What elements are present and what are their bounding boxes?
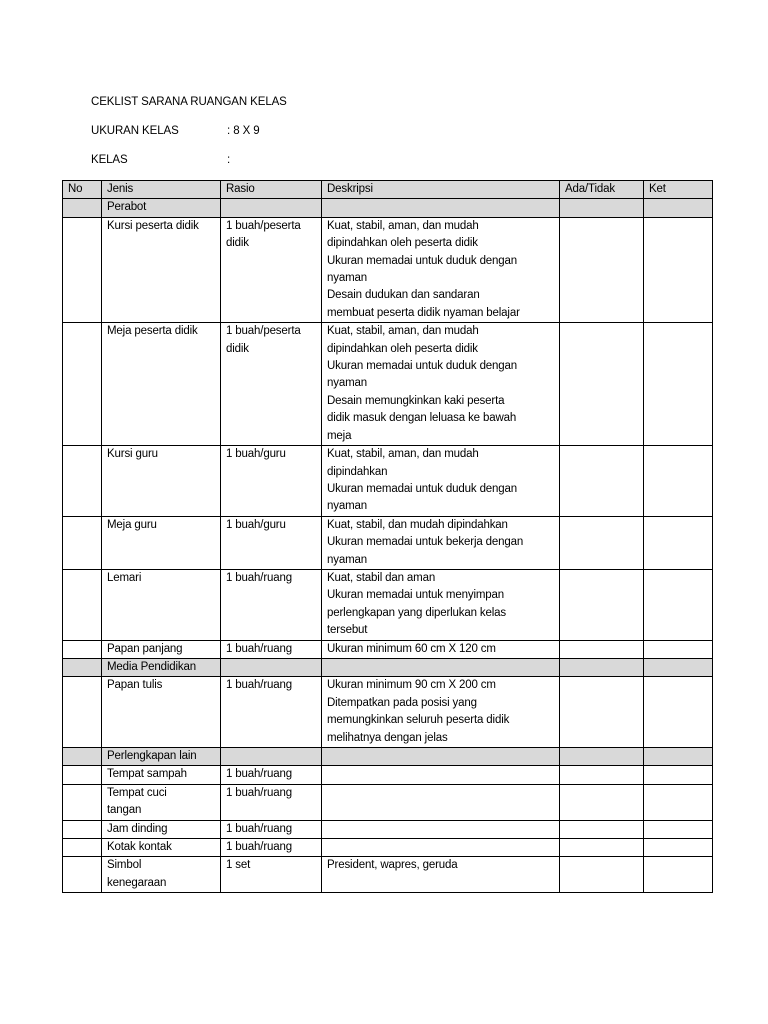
section-empty-cell <box>322 199 560 217</box>
class-name-row <box>91 153 230 167</box>
section-empty-cell <box>644 658 713 676</box>
table-row <box>63 217 713 322</box>
cell-ket[interactable] <box>644 516 713 569</box>
deskripsi-line: Ukuran minimum 60 cm X 120 cm <box>327 642 496 655</box>
deskripsi-line: meja <box>327 429 352 442</box>
jenis-line: Jam dinding <box>107 822 168 835</box>
cell-ket[interactable] <box>644 569 713 640</box>
jenis-line: tangan <box>107 804 142 817</box>
cell-no <box>63 640 102 658</box>
jenis-line: kenegaraan <box>107 876 167 889</box>
deskripsi-line: tersebut <box>327 624 368 637</box>
deskripsi-line: nyaman <box>327 500 368 513</box>
rasio-line: 1 buah/ruang <box>226 571 292 584</box>
jenis-line: Papan panjang <box>107 642 183 655</box>
deskripsi-line: memungkinkan seluruh peserta didik <box>327 714 510 727</box>
deskripsi-line: Desain dudukan dan sandaran <box>327 289 480 302</box>
section-empty-cell <box>63 658 102 676</box>
cell-ada-tidak[interactable] <box>560 857 644 893</box>
jenis-line: Kotak kontak <box>107 841 172 854</box>
cell-ket[interactable] <box>644 784 713 820</box>
rasio-line: 1 buah/ruang <box>226 679 292 692</box>
deskripsi-line: Desain memungkinkan kaki peserta <box>327 394 505 407</box>
cell-jenis <box>102 217 221 322</box>
cell-deskripsi <box>322 569 560 640</box>
class-size-label: UKURAN KELAS <box>91 125 179 137</box>
cell-jenis <box>102 677 221 748</box>
cell-ada-tidak[interactable] <box>560 217 644 322</box>
deskripsi-line: Ukuran minimum 90 cm X 200 cm <box>327 679 496 692</box>
cell-jenis <box>102 516 221 569</box>
class-name-value: : <box>227 154 231 166</box>
section-empty-cell <box>644 199 713 217</box>
rasio-line: 1 buah/ruang <box>226 642 292 655</box>
rasio-line: 1 buah/guru <box>226 518 286 531</box>
rasio-line: 1 buah/peserta <box>226 325 301 338</box>
deskripsi-line: President, wapres, geruda <box>327 859 458 872</box>
section-empty-cell <box>322 748 560 766</box>
jenis-line: Kursi guru <box>107 448 158 461</box>
cell-ket[interactable] <box>644 446 713 517</box>
cell-rasio <box>221 323 322 446</box>
cell-no <box>63 446 102 517</box>
section-label: Perabot <box>102 199 221 217</box>
section-empty-cell <box>322 658 560 676</box>
section-empty-cell <box>221 658 322 676</box>
cell-ada-tidak[interactable] <box>560 323 644 446</box>
class-size-value: : 8 X 9 <box>227 125 260 137</box>
cell-rasio <box>221 820 322 838</box>
cell-no <box>63 857 102 893</box>
section-empty-cell <box>221 748 322 766</box>
deskripsi-line: Kuat, stabil dan aman <box>327 571 436 584</box>
deskripsi-line: dipindahkan <box>327 465 388 478</box>
deskripsi-line: perlengkapan yang diperlukan kelas <box>327 606 507 619</box>
section-row <box>63 199 713 217</box>
class-name-label: KELAS <box>91 154 128 166</box>
cell-ada-tidak[interactable] <box>560 839 644 857</box>
deskripsi-line: nyaman <box>327 377 368 390</box>
table-row <box>63 516 713 569</box>
cell-ada-tidak[interactable] <box>560 677 644 748</box>
section-empty-cell <box>63 199 102 217</box>
cell-ada-tidak[interactable] <box>560 820 644 838</box>
section-empty-cell <box>560 658 644 676</box>
cell-rasio <box>221 446 322 517</box>
table-header-row <box>63 181 713 199</box>
column-header-deskripsi: Deskripsi <box>322 181 560 199</box>
cell-ket[interactable] <box>644 640 713 658</box>
cell-ada-tidak[interactable] <box>560 766 644 784</box>
cell-deskripsi <box>322 516 560 569</box>
cell-jenis <box>102 784 221 820</box>
deskripsi-line: Ukuran memadai untuk duduk dengan <box>327 254 518 267</box>
cell-rasio <box>221 569 322 640</box>
jenis-line: Papan tulis <box>107 679 163 692</box>
table-body <box>63 199 713 893</box>
cell-ket[interactable] <box>644 677 713 748</box>
jenis-line: Simbol <box>107 859 142 872</box>
cell-ket[interactable] <box>644 323 713 446</box>
column-header-jenis: Jenis <box>102 181 221 199</box>
table-row <box>63 323 713 446</box>
deskripsi-line: dipindahkan oleh peserta didik <box>327 342 478 355</box>
cell-jenis <box>102 446 221 517</box>
section-label: Media Pendidikan <box>102 658 221 676</box>
section-empty-cell <box>560 748 644 766</box>
deskripsi-line: nyaman <box>327 553 368 566</box>
cell-no <box>63 839 102 857</box>
cell-ada-tidak[interactable] <box>560 516 644 569</box>
column-header-no: No <box>63 181 102 199</box>
cell-ket[interactable] <box>644 766 713 784</box>
table-row <box>63 640 713 658</box>
table-row <box>63 446 713 517</box>
cell-jenis <box>102 766 221 784</box>
section-empty-cell <box>63 748 102 766</box>
jenis-line: Meja peserta didik <box>107 325 198 338</box>
cell-rasio <box>221 766 322 784</box>
deskripsi-line: dipindahkan oleh peserta didik <box>327 237 478 250</box>
cell-no <box>63 569 102 640</box>
rasio-line: 1 buah/ruang <box>226 822 292 835</box>
cell-rasio <box>221 839 322 857</box>
cell-ada-tidak[interactable] <box>560 569 644 640</box>
cell-rasio <box>221 217 322 322</box>
cell-jenis <box>102 820 221 838</box>
cell-deskripsi <box>322 677 560 748</box>
cell-deskripsi <box>322 839 560 857</box>
cell-rasio <box>221 516 322 569</box>
deskripsi-line: didik masuk dengan leluasa ke bawah <box>327 412 517 425</box>
class-size-row <box>91 124 260 138</box>
cell-rasio <box>221 784 322 820</box>
cell-ada-tidak[interactable] <box>560 640 644 658</box>
jenis-line: Meja guru <box>107 518 157 531</box>
cell-jenis <box>102 569 221 640</box>
column-header-rasio: Rasio <box>221 181 322 199</box>
cell-no <box>63 677 102 748</box>
deskripsi-line: Ukuran memadai untuk bekerja dengan <box>327 536 524 549</box>
cell-no <box>63 820 102 838</box>
cell-rasio <box>221 857 322 893</box>
cell-deskripsi <box>322 323 560 446</box>
deskripsi-line: Kuat, stabil, aman, dan mudah <box>327 448 479 461</box>
rasio-line: 1 buah/guru <box>226 448 286 461</box>
cell-jenis <box>102 857 221 893</box>
cell-deskripsi <box>322 640 560 658</box>
cell-jenis <box>102 323 221 446</box>
rasio-line: 1 buah/ruang <box>226 768 292 781</box>
rasio-line: 1 buah/ruang <box>226 841 292 854</box>
deskripsi-line: Ukuran memadai untuk duduk dengan <box>327 482 518 495</box>
section-empty-cell <box>221 199 322 217</box>
cell-deskripsi <box>322 857 560 893</box>
deskripsi-line: nyaman <box>327 272 368 285</box>
table-row <box>63 677 713 748</box>
table-row <box>63 766 713 784</box>
rasio-line: didik <box>226 237 249 250</box>
cell-no <box>63 784 102 820</box>
cell-ada-tidak[interactable] <box>560 784 644 820</box>
cell-rasio <box>221 677 322 748</box>
cell-deskripsi <box>322 784 560 820</box>
jenis-line: Tempat sampah <box>107 768 187 781</box>
checklist-table <box>62 180 713 893</box>
section-label: Perlengkapan lain <box>102 748 221 766</box>
deskripsi-line: Kuat, stabil, dan mudah dipindahkan <box>327 518 508 531</box>
cell-no <box>63 323 102 446</box>
cell-deskripsi <box>322 766 560 784</box>
table-row <box>63 820 713 838</box>
cell-ket[interactable] <box>644 820 713 838</box>
deskripsi-line: Kuat, stabil, aman, dan mudah <box>327 325 479 338</box>
cell-jenis <box>102 640 221 658</box>
cell-ket[interactable] <box>644 217 713 322</box>
document-title: CEKLIST SARANA RUANGAN KELAS <box>91 96 287 108</box>
rasio-line: 1 set <box>226 859 251 872</box>
cell-deskripsi <box>322 820 560 838</box>
section-empty-cell <box>644 748 713 766</box>
section-row <box>63 748 713 766</box>
table-row <box>63 839 713 857</box>
deskripsi-line: Ukuran memadai untuk duduk dengan <box>327 360 518 373</box>
cell-no <box>63 217 102 322</box>
cell-no <box>63 766 102 784</box>
cell-rasio <box>221 640 322 658</box>
jenis-line: Lemari <box>107 571 142 584</box>
cell-deskripsi <box>322 446 560 517</box>
cell-ket[interactable] <box>644 857 713 893</box>
column-header-ket: Ket <box>644 181 713 199</box>
cell-ket[interactable] <box>644 839 713 857</box>
deskripsi-line: membuat peserta didik nyaman belajar <box>327 306 520 319</box>
jenis-line: Tempat cuci <box>107 786 167 799</box>
deskripsi-line: melihatnya dengan jelas <box>327 731 448 744</box>
cell-jenis <box>102 839 221 857</box>
jenis-line: Kursi peserta didik <box>107 219 199 232</box>
table-row <box>63 784 713 820</box>
column-header-ada-tidak: Ada/Tidak <box>560 181 644 199</box>
rasio-line: 1 buah/ruang <box>226 786 292 799</box>
deskripsi-line: Ditempatkan pada posisi yang <box>327 696 477 709</box>
section-empty-cell <box>560 199 644 217</box>
rasio-line: 1 buah/peserta <box>226 219 301 232</box>
cell-ada-tidak[interactable] <box>560 446 644 517</box>
rasio-line: didik <box>226 342 249 355</box>
table-row <box>63 857 713 893</box>
section-row <box>63 658 713 676</box>
deskripsi-line: Ukuran memadai untuk menyimpan <box>327 589 505 602</box>
cell-deskripsi <box>322 217 560 322</box>
deskripsi-line: Kuat, stabil, aman, dan mudah <box>327 219 479 232</box>
cell-no <box>63 516 102 569</box>
table-row <box>63 569 713 640</box>
